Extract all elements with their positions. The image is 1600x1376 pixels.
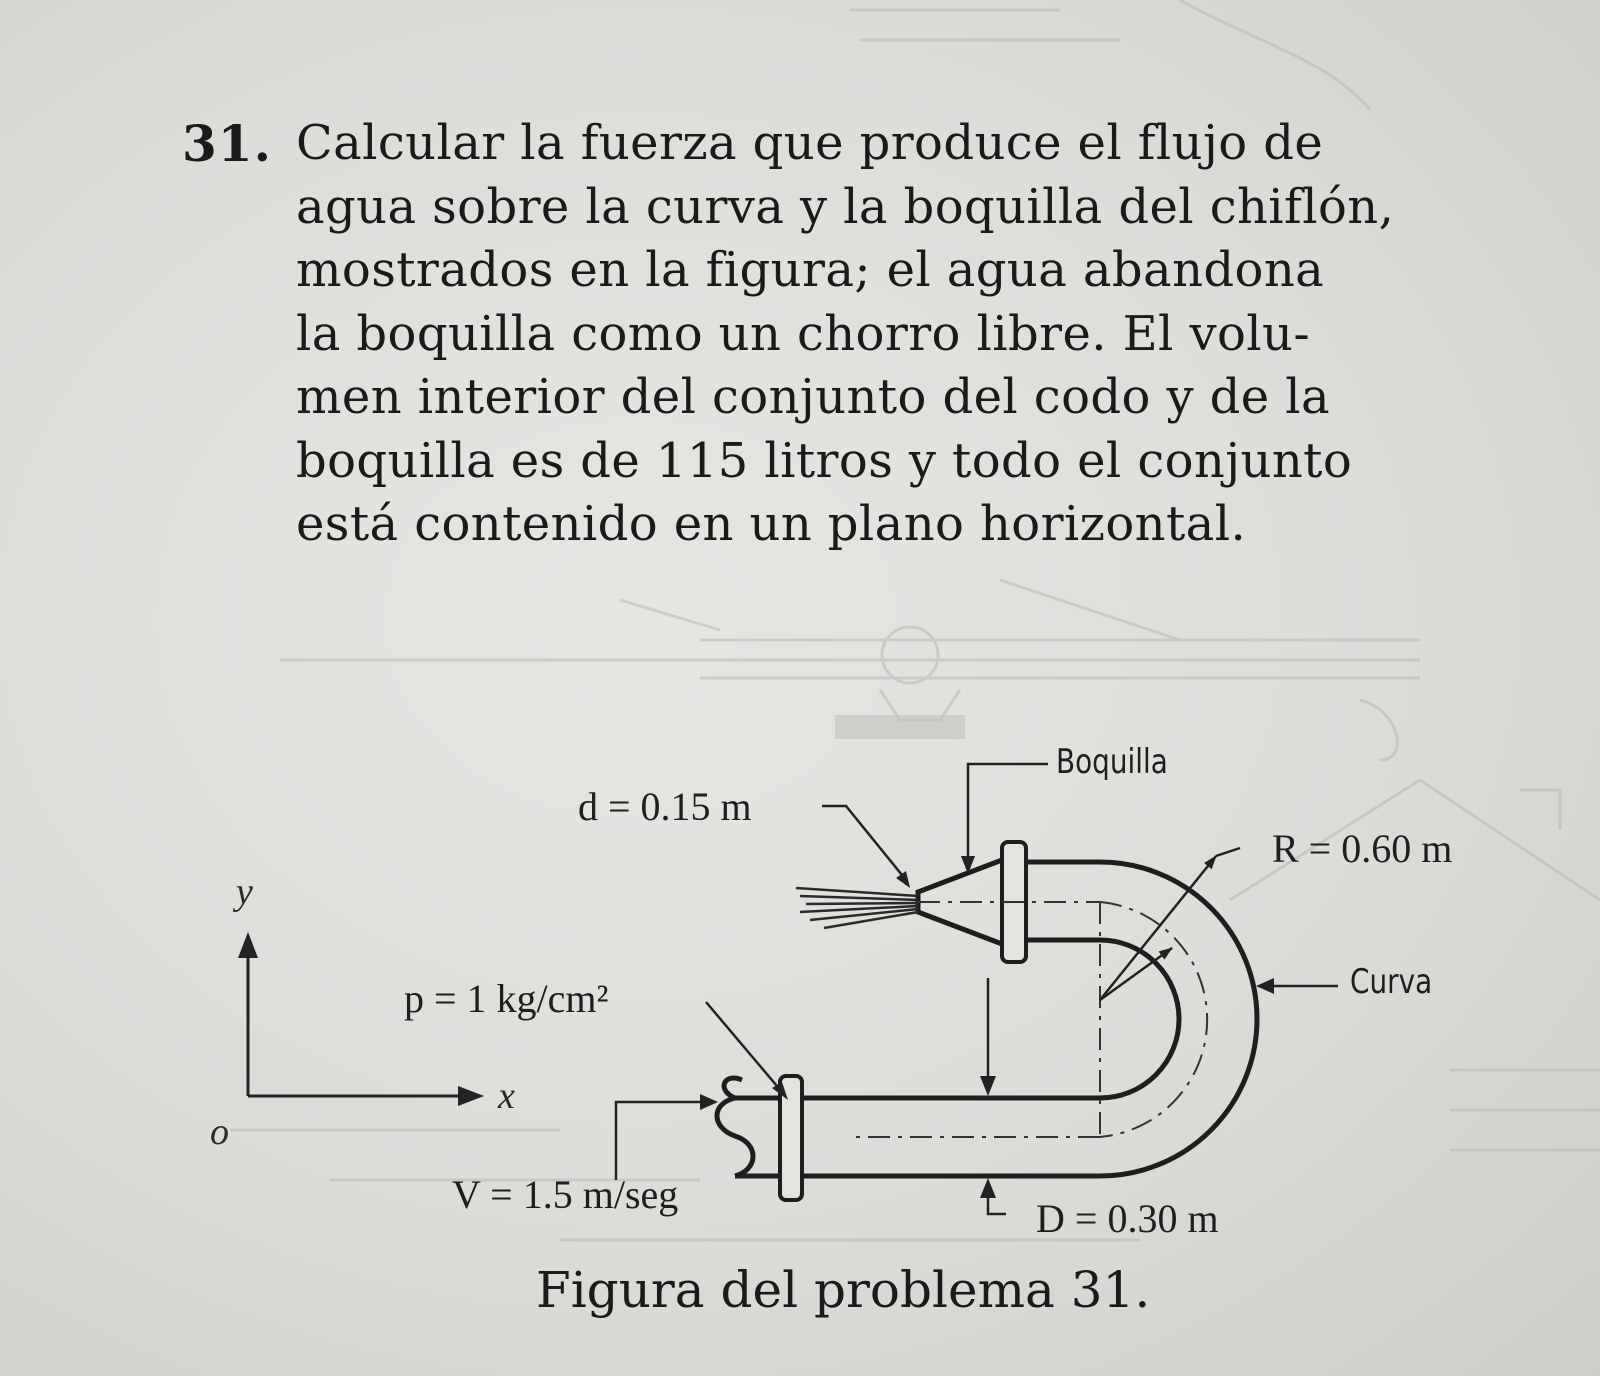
velocity-leader-arrowhead	[700, 1094, 718, 1110]
problem-line: mostrados en la figura; el agua abandona	[296, 242, 1325, 298]
problem-line: agua sobre la curva y la boquilla del chiflón,	[296, 178, 1395, 235]
coordinate-axes	[248, 948, 468, 1096]
velocity-label: V = 1.5 m/seg	[452, 1172, 679, 1217]
problem-line: boquilla es de 115 litros y todo el conjunto	[296, 432, 1353, 489]
nozzle-diameter-label: d = 0.15 m	[578, 784, 752, 829]
x-axis-label: x	[498, 1075, 515, 1117]
figure-caption: Figura del problema 31.	[536, 1261, 1151, 1319]
bend-leader-arrowhead	[1256, 978, 1274, 994]
nozzle-diameter-leader	[822, 806, 906, 880]
pipe-diameter-arrow-bottom	[980, 1178, 996, 1198]
problem-number: 31.	[182, 114, 272, 173]
pipe-diameter-label: D = 0.30 m	[1036, 1196, 1219, 1241]
problem-line: la boquilla como un chorro libre. El volu-	[296, 305, 1310, 362]
y-axis-label: y	[236, 871, 253, 913]
bend-label: Curva	[1350, 962, 1433, 1002]
problem-line: Calcular la fuerza que produce el flujo de	[296, 115, 1324, 171]
problem-line: men interior del conjunto del codo y de la	[296, 369, 1330, 425]
water-jet	[796, 888, 918, 928]
origin-label: o	[210, 1111, 229, 1153]
radius-label: R = 0.60 m	[1272, 826, 1453, 871]
y-axis-arrowhead	[238, 932, 258, 958]
radius-leader	[1100, 848, 1240, 1000]
pipe-diameter-arrow-top	[980, 1076, 996, 1096]
problem-line: está contenido en un plano horizontal.	[296, 496, 1247, 552]
x-axis-arrowhead	[458, 1086, 484, 1106]
nozzle-diameter-arrowhead	[896, 871, 910, 888]
inlet-pipe-stub	[717, 1078, 780, 1176]
pressure-leader	[706, 1002, 782, 1092]
velocity-leader	[616, 1102, 712, 1180]
pressure-label: p = 1 kg/cm²	[404, 976, 609, 1021]
center-lines	[850, 902, 1207, 1137]
nozzle-label: Boquilla	[1056, 742, 1168, 782]
